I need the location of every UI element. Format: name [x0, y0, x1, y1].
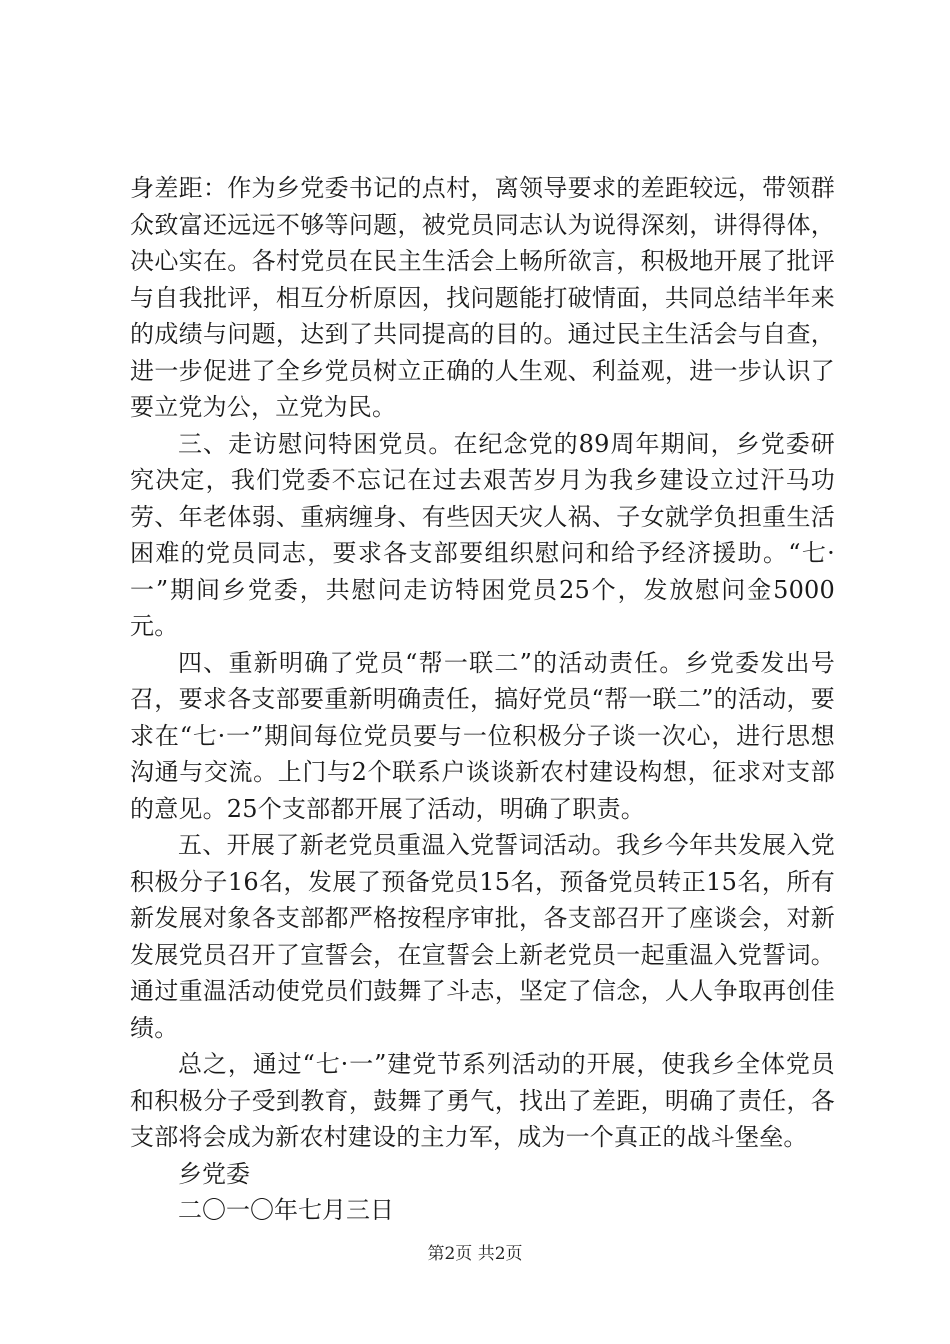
- paragraph-conclusion: 总之，通过“七·一”建党节系列活动的开展，使我乡全体党员和积极分子受到教育，鼓舞了勇气，找出了差距，明确了责任，各支部将会成为新农村建设的主力军，成为一个真正的战斗堡垒。: [130, 1050, 835, 1151]
- page-footer: 第2页 共2页: [427, 1244, 523, 1264]
- paragraph-section-five: 五、开展了新老党员重温入党誓词活动。我乡今年共发展入党积极分子16名，发展了预备党员15名，预备党员转正15名，所有新发展对象各支部都严格按程序审批，各支部召开了座谈会，对新发展党员召开了宣誓会，在宣誓会上新老党员一起重温入党誓词。通过重温活动使党员们鼓舞了斗志，坚定了信念，人人争取再创佳绩。: [130, 831, 835, 1042]
- signature-org: 乡党委: [178, 1159, 250, 1188]
- paragraph-section-four: 四、重新明确了党员“帮一联二”的活动责任。乡党委发出号召，要求各支部要重新明确责任，搞好党员“帮一联二”的活动，要求在“七·一”期间每位党员要与一位积极分子谈一次心，进行思想沟通与交流。上门与2个联系户谈谈新农村建设构想，征求对支部的意见。25个支部都开展了活动，明确了职责。: [130, 648, 835, 823]
- paragraph-continuation: 身差距：作为乡党委书记的点村，离领导要求的差距较远，带领群众致富还远远不够等问题，被党员同志认为说得深刻，讲得得体，决心实在。各村党员在民主生活会上畅所欲言，积极地开展了批评与自我批评，相互分析原因，找问题能打破情面，共同总结半年来的成绩与问题，达到了共同提高的目的。通过民主生活会与自查，进一步促进了全乡党员树立正确的人生观、利益观，进一步认识了要立党为公，立党为民。: [130, 174, 835, 421]
- document-body: [130, 170, 835, 1229]
- paragraph-section-three: 三、走访慰问特困党员。在纪念党的89周年期间，乡党委研究决定，我们党委不忘记在过去艰苦岁月为我乡建设立过汗马功劳、年老体弱、重病缠身、有些因天灾人祸、子女就学负担重生活困难的党员同志，要求各支部要组织慰问和给予经济援助。“七·一”期间乡党委，共慰问走访特困党员25个，发放慰问金5000元。: [130, 429, 835, 640]
- signature-date: 二〇一〇年七月三日: [178, 1196, 394, 1224]
